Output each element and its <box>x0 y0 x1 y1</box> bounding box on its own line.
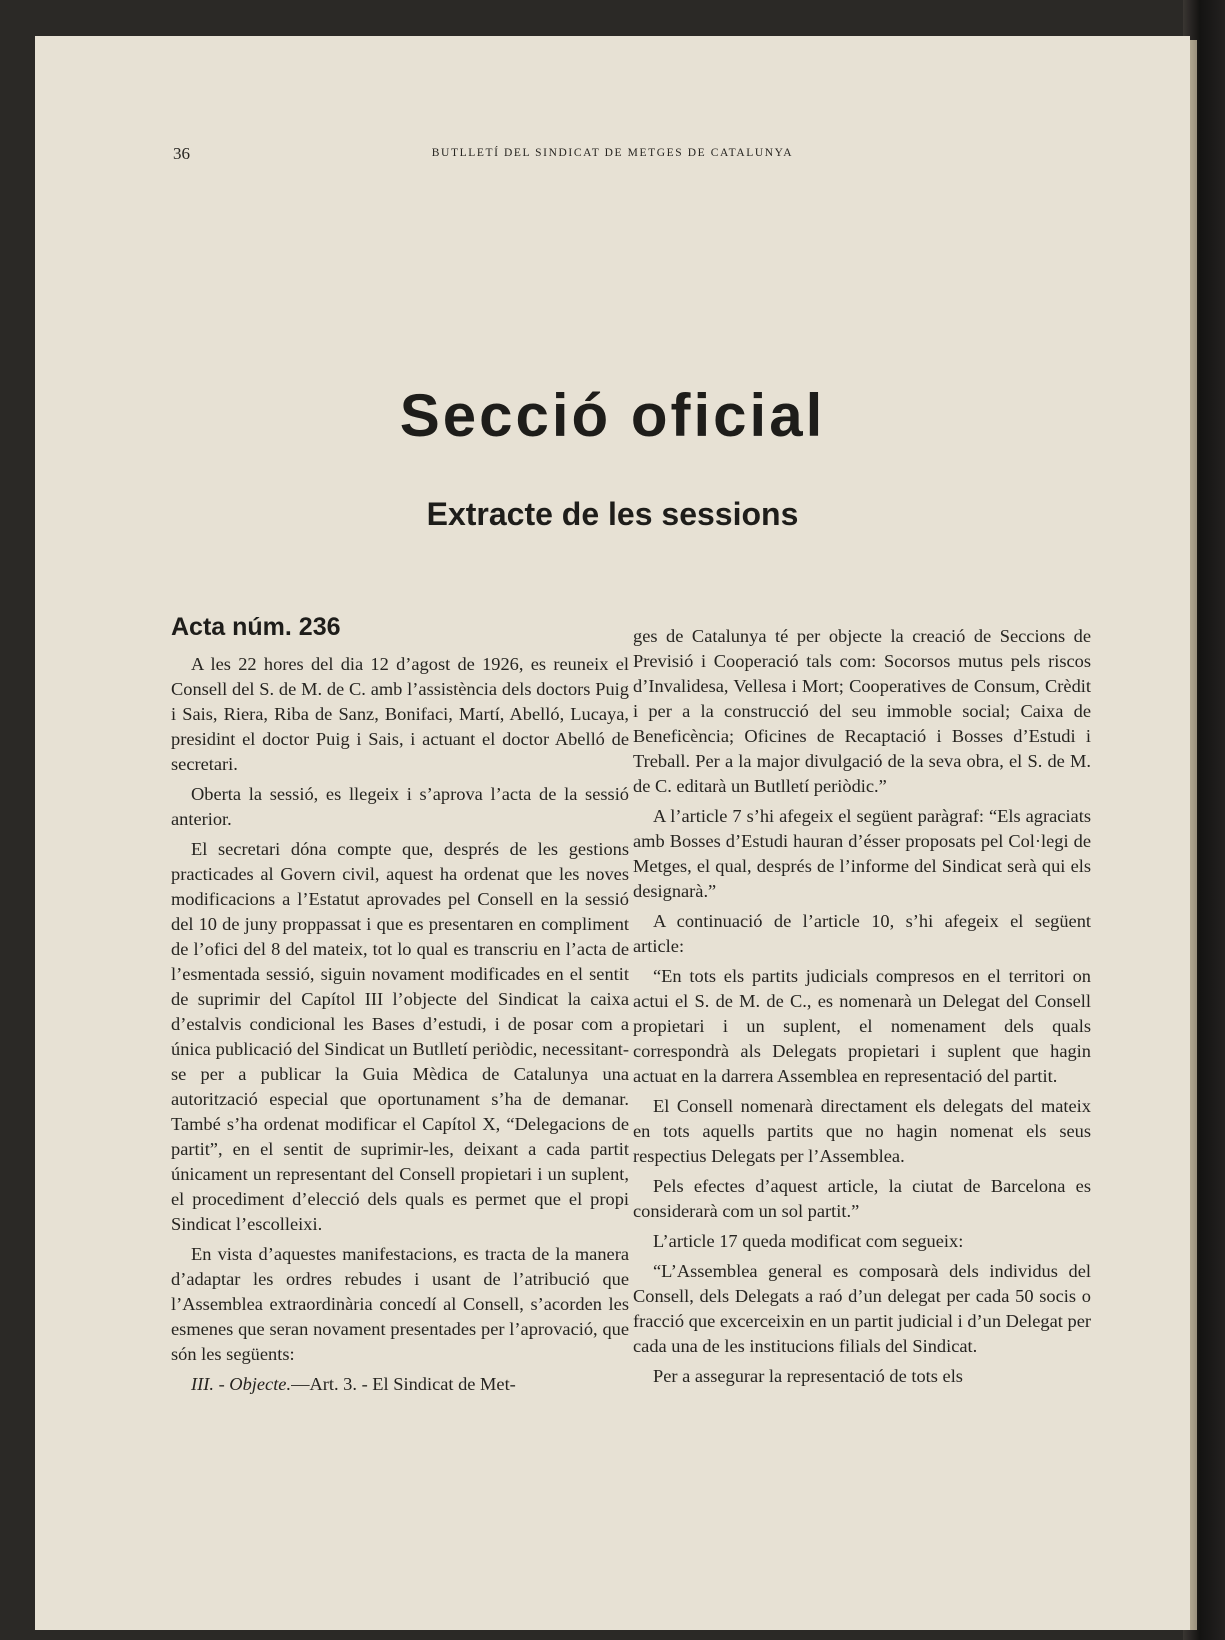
paragraph: A continuació de l’article 10, s’hi afegeix el següent article: <box>633 911 1091 956</box>
paragraph: A les 22 hores del dia 12 d’agost de 1926, es reuneix el Consell del S. de M. de C. amb l’assistència dels doctors Puig i Sais, Riera, Riba de Sanz, Bonifaci, Martí, Abelló, Lucaya, presidint el doctor Puig i Sais, i actuant el doctor Abelló de secretari. <box>171 654 629 774</box>
right-column <box>633 624 1091 1394</box>
paragraph: Oberta la sessió, es llegeix i s’aprova l’acta de la sessió anterior. <box>171 784 629 829</box>
paragraph: A l’article 7 s’hi afegeix el següent paràgraf: “Els agraciats amb Bosses d’Estudi hauran d’ésser proposats pel Col·legi de Metges, el qual, després de l’informe del Sindicat serà qui els designarà.” <box>633 806 1091 901</box>
paragraph: “L’Assemblea general es composarà dels individus del Consell, dels Delegats a raó d’un delegat per cada 50 socis o fracció que excerceixin en un partit judicial i d’un Delegat per cada una de les institucions filials del Sindicat. <box>633 1261 1091 1356</box>
paragraph: El Consell nomenarà directament els delegats del mateix en tots aquells partits que no hagin nomenat els seus respectius Delegats per l’Assemblea. <box>633 1096 1091 1166</box>
paragraph: Pels efectes d’aquest article, la ciutat de Barcelona es considerarà com un sol partit.” <box>633 1176 1091 1221</box>
paragraph: El secretari dóna compte que, després de les gestions practicades al Govern civil, aquest ha ordenat que les noves modificacions a l’Estatut aprovades pel Consell en la sessió del 10 de juny proppassat i que es presentaren en compliment de l’ofici del 8 del mateix, tot lo qual es transcriu en l’acta de l’esmentada sessió, siguin novament modificades en el sentit de suprimir del Capítol III l’objecte del Sindicat la caixa d’estalvis condicional les Bases d’estudi, i de posar com a única publicació del Sindicat un Butlletí periòdic, necessitant-se per a publicar la Guia Mèdica de Catalunya una autorització especial que oportunament s’ha de demanar. També s’ha ordenat modificar el Capítol X, “Delegacions de partit”, en el sentit de suprimir-les, deixant a cada partit únicament un representant del Consell propietari i un suplent, el procediment d’elecció dels quals es permet que el propi Sindicat l’escolleixi. <box>171 839 629 1234</box>
paragraph: “En tots els partits judicials compresos en el territori on actui el S. de M. de C., es nomenarà un Delegat del Consell propietari i un suplent, el nomenament dels quals correspondrà als Delegats propietari i suplent que hagin actuat en la darrera Assemblea en representació del partit. <box>633 966 1091 1086</box>
left-column <box>171 652 629 1402</box>
article-heading: III. - Objecte. <box>191 1374 292 1394</box>
paragraph: ges de Catalunya té per objecte la creació de Seccions de Previsió i Cooperació tals com: Socorsos mutus pels riscos d’Invalidesa, Vellesa i Mort; Cooperatives de Consum, Crèdit i per a la construcció del seu immoble social; Caixa de Beneficència; Oficines de Recaptació i Bosses d’Estudi i Treball. Per a la major divulgació de la seva obra, el S. de M. de C. editarà un Butlletí periòdic.” <box>633 626 1091 796</box>
section-subtitle: Extracte de les sessions <box>426 496 799 532</box>
paragraph: Per a assegurar la representació de tots els <box>653 1366 963 1386</box>
acta-heading: Acta núm. 236 <box>171 613 341 641</box>
section-title: Secció oficial <box>399 382 826 449</box>
page <box>35 36 1190 1630</box>
page-header <box>35 144 1190 168</box>
paragraph: L’article 17 queda modificat com segueix: <box>653 1231 964 1251</box>
running-title: BUTLLETÍ DEL SINDICAT DE METGES DE CATALUNYA <box>431 147 794 159</box>
paragraph <box>171 1372 629 1397</box>
article-text: —Art. 3. - El Sindicat de Met- <box>291 1374 516 1394</box>
page-number: 36 <box>173 144 190 163</box>
paragraph: En vista d’aquestes manifestacions, es tracta de la manera d’adaptar les ordres rebudes i usant de l’atribució que l’Assemblea extraordinària concedí al Consell, s’acorden les esmenes que seran novament presentades per l’aprovació, que són les següents: <box>171 1244 629 1364</box>
